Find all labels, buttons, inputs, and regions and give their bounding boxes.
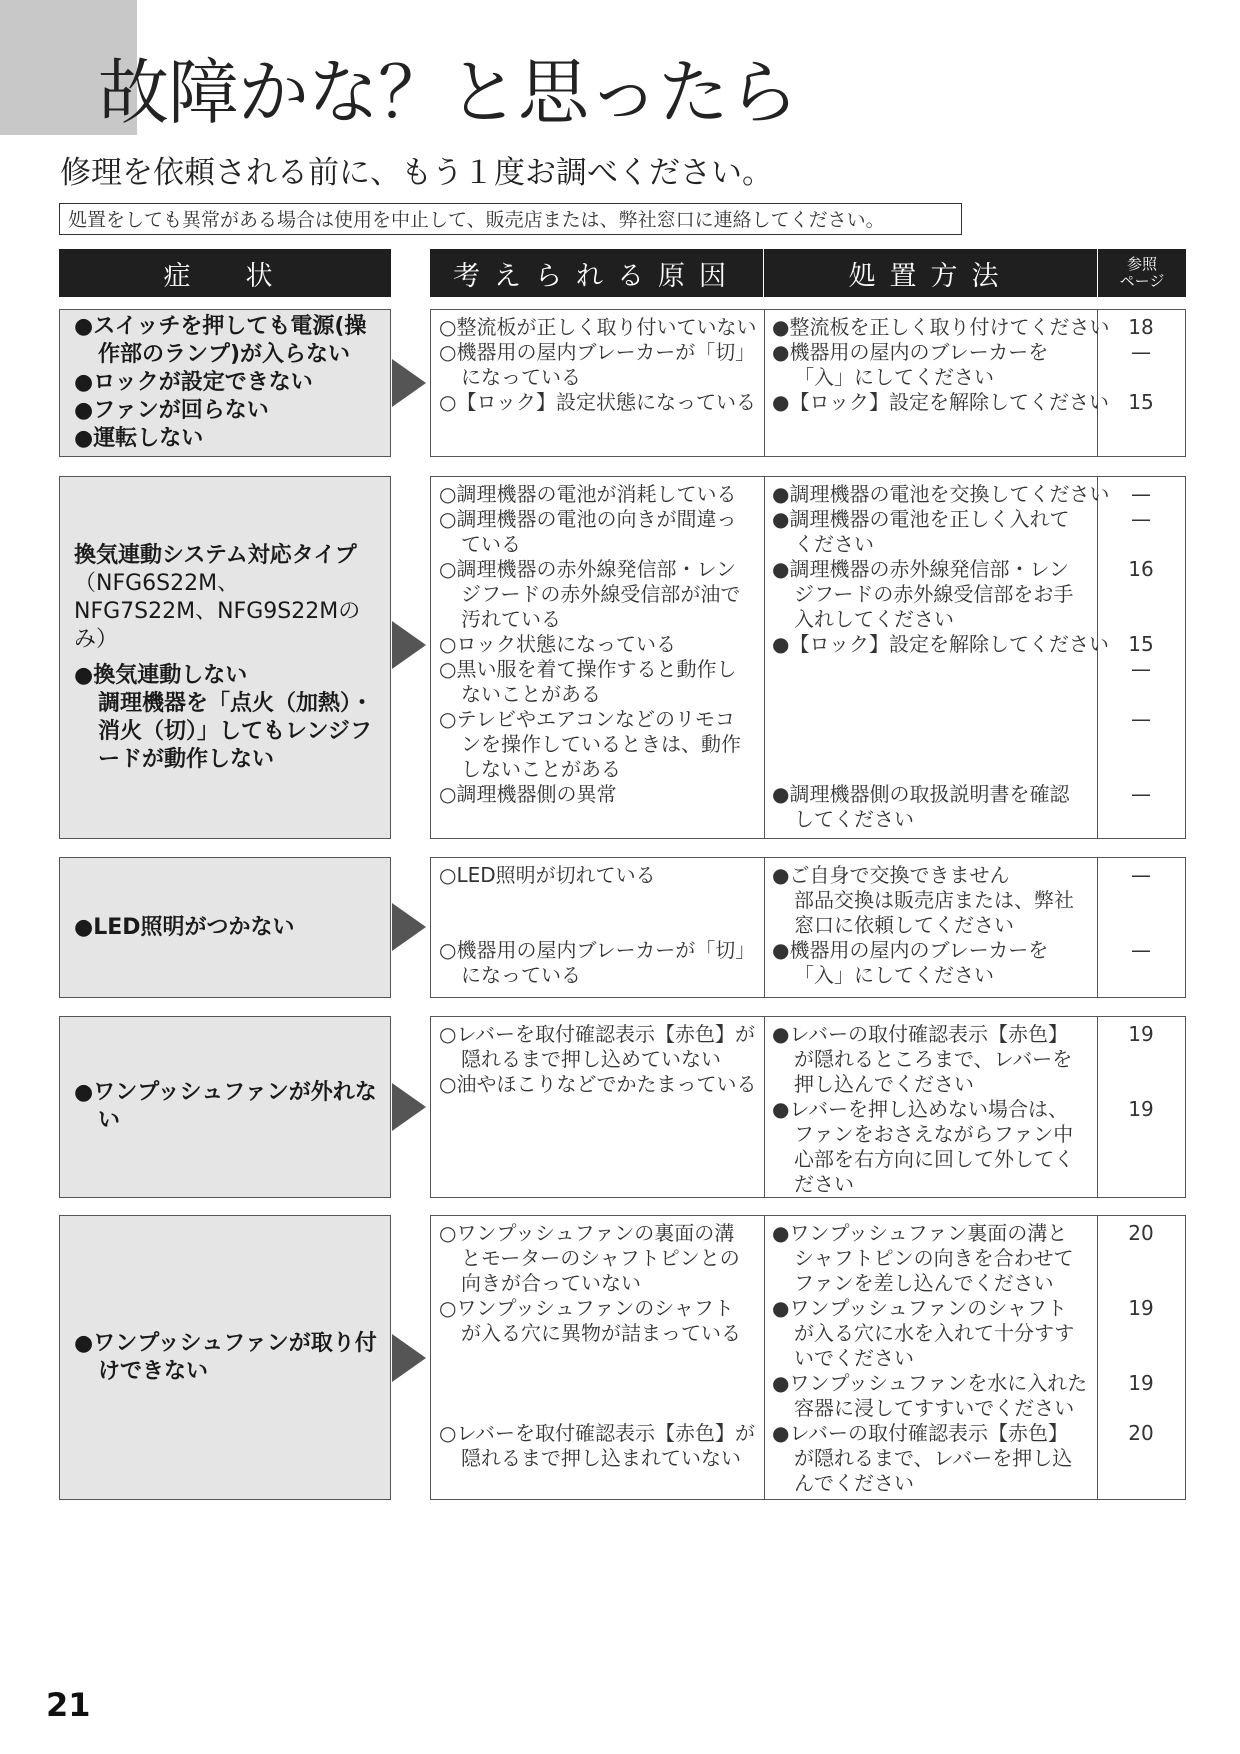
remedy-line: ●調理機器の電池を正しく入れて (772, 507, 1070, 531)
cause-line: ○調理機器の赤外線発信部・レン (439, 557, 736, 581)
troubleshoot-table-power (430, 309, 1186, 457)
ref-page: — (1131, 707, 1151, 731)
ref-page: — (1131, 657, 1151, 681)
reference-cell (1097, 1017, 1185, 1197)
remedy-line: ●調理機器の電池を交換してください (772, 482, 1110, 506)
cause-line: ジフードの赤外線受信部が油で (461, 582, 741, 606)
symptom-item: ●LED照明がつかない (74, 914, 295, 940)
page-number: 21 (46, 1686, 91, 1724)
symptom-box-fan-install (59, 1215, 391, 1500)
cause-line: ○油やほこりなどでかたまっている (439, 1072, 757, 1096)
header-ref-line1: 参照 (1126, 254, 1157, 273)
remedy-line: ●ご自身で交換できません (772, 863, 1010, 887)
cause-cell (431, 477, 765, 838)
arrow-right-icon (392, 359, 426, 407)
ref-page: — (1131, 507, 1151, 531)
notice-box: 処置をしても異常がある場合は使用を中止して、販売店または、弊社窓口に連絡してください。 (59, 203, 962, 235)
header-cause: 考えられる原因 (430, 249, 763, 297)
remedy-line: ください (794, 532, 874, 556)
remedy-line: が入る穴に水を入れて十分すす (794, 1321, 1075, 1345)
remedy-cell (764, 1017, 1098, 1197)
remedy-line: ●【ロック】設定を解除してください (772, 390, 1110, 414)
remedy-line: が隠れるまで、レバーを押し込 (794, 1446, 1073, 1470)
remedy-line: ●調理機器の赤外線発信部・レン (772, 557, 1069, 581)
cause-line: ○テレビやエアコンなどのリモコ (439, 707, 736, 731)
ref-page: — (1131, 782, 1151, 806)
ref-page: — (1131, 482, 1151, 506)
remedy-line: ●機器用の屋内のブレーカーを (772, 340, 1049, 364)
cause-line: ○整流板が正しく取り付いていない (439, 315, 757, 339)
ref-page: — (1131, 340, 1151, 364)
cause-line: ○ロック状態になっている (439, 632, 677, 656)
remedy-line: 入れしてください (794, 607, 954, 631)
cause-line: ○【ロック】設定状態になっている (439, 390, 757, 414)
remedy-line: してください (794, 807, 914, 831)
symptom-type-title: 換気連動システム対応タイプ (74, 542, 357, 568)
remedy-line: 心部を右方向に回して外してく (794, 1147, 1074, 1171)
remedy-cell (764, 1216, 1098, 1499)
remedy-line: ●調理機器側の取扱説明書を確認 (772, 782, 1070, 806)
remedy-line: 部品交換は販売店または、弊社 (794, 888, 1074, 912)
cause-line: ○ワンプッシュファンのシャフト (439, 1296, 734, 1320)
cause-line: 向きが合っていない (461, 1271, 641, 1295)
remedy-line: が隠れるところまで、レバーを (794, 1047, 1073, 1071)
remedy-cell (764, 477, 1110, 838)
cause-line: ないことがある (461, 682, 601, 706)
symptom-item: 調理機器を「点火（加熱）・消火（切）」してもレンジフードが動作しない (98, 690, 374, 772)
remedy-line: ファンを差し込んでください (794, 1271, 1054, 1295)
symptom-item: ●運転しない (74, 426, 204, 451)
remedy-line: ジフードの赤外線受信部をお手 (794, 582, 1074, 606)
cause-line: 隠れるまで押し込めていない (461, 1047, 721, 1071)
cause-line: ○レバーを取付確認表示【赤色】が (439, 1421, 756, 1445)
remedy-line: いでください (794, 1346, 914, 1370)
remedy-line: ●レバーを押し込めない場合は、 (772, 1097, 1069, 1121)
troubleshoot-table-led (430, 857, 1186, 998)
cause-cell (431, 858, 765, 997)
remedy-line: ファンをおさえながらファン中 (794, 1122, 1074, 1146)
arrow-right-icon (392, 1083, 426, 1131)
arrow-right-icon (392, 1334, 426, 1382)
cause-line: になっている (461, 963, 581, 987)
remedy-line: ●ワンプッシュファンのシャフト (772, 1296, 1067, 1320)
remedy-line: 「入」にしてください (794, 365, 994, 389)
ref-page: 18 (1128, 315, 1154, 339)
ref-page: 19 (1128, 1371, 1154, 1395)
symptom-item: ●ファンが回らない (74, 398, 269, 423)
cause-line: ○ワンプッシュファンの裏面の溝 (439, 1221, 735, 1245)
header-symptom: 症 状 (59, 249, 391, 297)
arrow-right-icon (392, 621, 426, 669)
cause-line: になっている (461, 365, 581, 389)
ref-page: 15 (1128, 632, 1154, 656)
remedy-line: シャフトピンの向きを合わせて (794, 1246, 1074, 1270)
cause-cell (431, 1216, 765, 1499)
remedy-line: ●ワンプッシュファンを水に入れた (772, 1371, 1088, 1395)
symptom-item: ●ロックが設定できない (74, 370, 313, 395)
cause-line: ○調理機器の電池が消耗している (439, 482, 737, 506)
cause-line: ○調理機器の電池の向きが間違っ (439, 507, 737, 531)
ref-page: 20 (1128, 1221, 1154, 1245)
symptom-box-power (59, 309, 391, 457)
ref-page: 15 (1128, 390, 1154, 414)
remedy-cell (764, 858, 1098, 997)
cause-line: ンを操作しているときは、動作 (461, 732, 741, 756)
troubleshoot-table-fan-remove (430, 1016, 1186, 1198)
remedy-line: 容器に浸してすすいでください (794, 1396, 1075, 1420)
cause-line: ○レバーを取付確認表示【赤色】が (439, 1022, 756, 1046)
reference-cell (1097, 477, 1185, 838)
symptom-item: ●換気連動しない (74, 662, 248, 688)
ref-page: 19 (1128, 1097, 1154, 1121)
header-ref-line2: ページ (1119, 272, 1165, 290)
remedy-line: 窓口に依頼してください (794, 913, 1014, 937)
page-subtitle: 修理を依頼される前に、もう１度お調べください。 (60, 155, 773, 191)
symptom-item: ●スイッチを押しても電源(操作部のランプ)が入らない (74, 314, 367, 367)
page-title: 故障かな？と思ったら (98, 51, 799, 134)
cause-line: ○機器用の屋内ブレーカーが「切」 (439, 340, 756, 364)
symptom-box-led (59, 857, 391, 998)
ref-page: 19 (1128, 1022, 1154, 1046)
symptom-box-fan-remove (59, 1016, 391, 1198)
symptom-item: ●ワンプッシュファンが取り付けできない (74, 1330, 377, 1384)
remedy-line: ださい (794, 1172, 854, 1196)
remedy-line: ●整流板を正しく取り付けてください (772, 315, 1110, 339)
remedy-line: 「入」にしてください (794, 963, 994, 987)
cause-line: ○機器用の屋内ブレーカーが「切」 (439, 938, 756, 962)
cause-line: 隠れるまで押し込まれていない (461, 1446, 741, 1470)
cause-line: とモーターのシャフトピンとの (461, 1246, 740, 1270)
remedy-line: ●レバーの取付確認表示【赤色】 (772, 1022, 1069, 1046)
ref-page: 19 (1128, 1296, 1154, 1320)
ref-page: 16 (1128, 557, 1154, 581)
header-remedy: 処置方法 (764, 249, 1097, 297)
header-reference-page (1098, 249, 1186, 297)
ref-page: — (1131, 938, 1151, 962)
reference-cell (1097, 310, 1185, 456)
reference-cell (1097, 1216, 1185, 1499)
cause-line: ○黒い服を着て操作すると動作し (439, 657, 737, 681)
remedy-line: 押し込んでください (794, 1072, 974, 1096)
symptom-item: ●ワンプッシュファンが外れない (74, 1080, 377, 1133)
troubleshoot-table-fan-install (430, 1215, 1186, 1500)
cause-line: ○LED照明が切れている (439, 863, 656, 887)
arrow-right-icon (392, 903, 426, 951)
cause-line: が入る穴に異物が詰まっている (461, 1321, 741, 1345)
symptom-box-ventilation-link (59, 476, 391, 839)
cause-line: ている (461, 532, 521, 556)
remedy-cell (764, 310, 1110, 456)
cause-cell (431, 310, 765, 456)
symptom-models: （NFG6S22M、NFG7S22M、NFG9S22Mのみ） (74, 570, 361, 652)
cause-cell (431, 1017, 765, 1197)
troubleshoot-table-ventilation-link (430, 476, 1186, 839)
cause-line: ○調理機器側の異常 (439, 782, 617, 806)
remedy-line: ●【ロック】設定を解除してください (772, 632, 1110, 656)
reference-cell (1097, 858, 1185, 997)
cause-line: しないことがある (461, 757, 621, 781)
remedy-line: ●レバーの取付確認表示【赤色】 (772, 1421, 1069, 1445)
ref-page: 20 (1128, 1421, 1154, 1445)
remedy-line: ●ワンプッシュファン裏面の溝と (772, 1221, 1068, 1245)
remedy-line: ●機器用の屋内のブレーカーを (772, 938, 1049, 962)
cause-line: 汚れている (461, 607, 561, 631)
ref-page: — (1131, 863, 1151, 887)
remedy-line: んでください (794, 1471, 914, 1495)
